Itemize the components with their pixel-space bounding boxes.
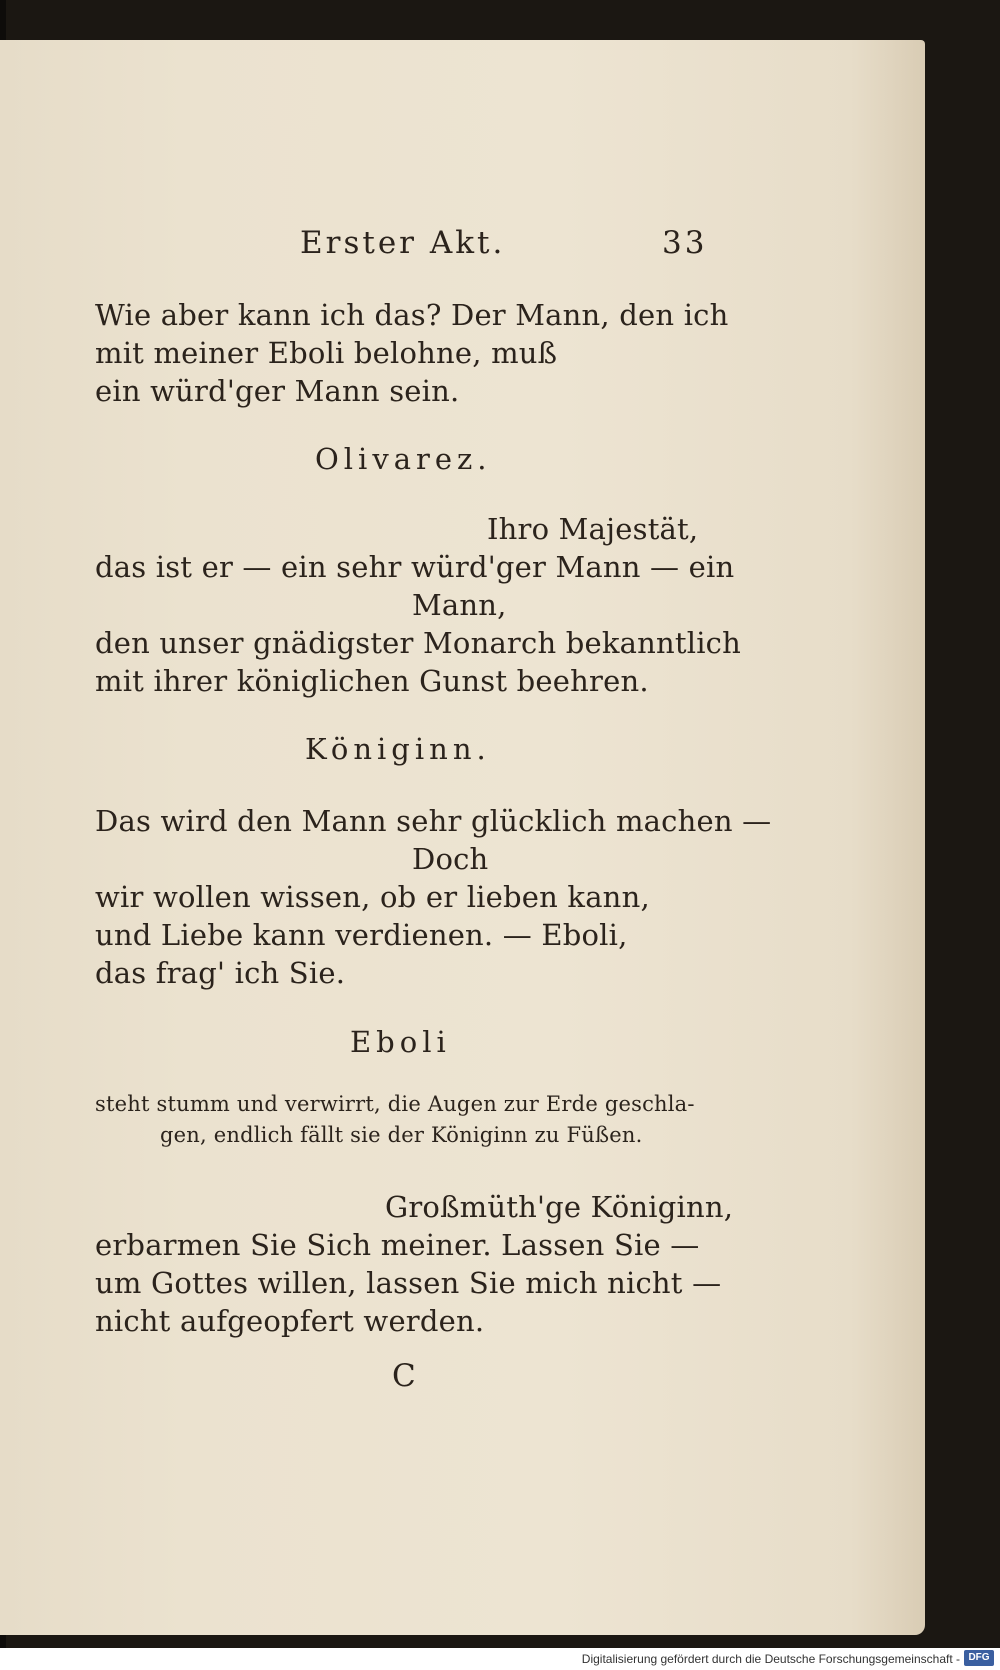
text-line: mit meiner Eboli belohne, muß [95, 336, 558, 370]
speaker-name: Olivarez. [315, 442, 492, 476]
funding-notice: Digitalisierung gefördert durch die Deutsche Forschungsgemeinschaft - [581, 1652, 960, 1666]
signature-mark: C [392, 1358, 419, 1394]
text-line: Ihro Majestät, [487, 512, 699, 546]
text-line: das frag' ich Sie. [95, 956, 346, 990]
text-line: Das wird den Mann sehr glücklich machen — [95, 804, 772, 838]
digitization-footer [0, 1648, 1000, 1670]
text-line: um Gottes willen, lassen Sie mich nicht — [95, 1266, 722, 1300]
text-line: mit ihrer königlichen Gunst beehren. [95, 664, 649, 698]
text-line: Mann, [412, 588, 507, 622]
text-line: und Liebe kann verdienen. — Eboli, [95, 918, 628, 952]
text-line: den unser gnädigster Monarch bekanntlich [95, 626, 741, 660]
text-line: Doch [412, 842, 489, 876]
text-line: das ist er — ein sehr würd'ger Mann — ein [95, 550, 735, 584]
dfg-logo: DFG [964, 1650, 994, 1666]
text-line: ein würd'ger Mann sein. [95, 374, 460, 408]
text-line: nicht aufgeopfert werden. [95, 1304, 485, 1338]
stage-direction: gen, endlich fällt sie der Königinn zu Füßen. [160, 1123, 643, 1147]
text-line: Großmüth'ge Königinn, [385, 1190, 734, 1224]
text-line: erbarmen Sie Sich meiner. Lassen Sie — [95, 1228, 700, 1262]
speaker-name: Königinn. [305, 732, 491, 766]
page-number: 33 [662, 225, 708, 261]
speaker-name: Eboli [350, 1025, 451, 1059]
text-line: wir wollen wissen, ob er lieben kann, [95, 880, 650, 914]
running-header: Erster Akt. [300, 225, 506, 261]
stage-direction: steht stumm und verwirrt, die Augen zur Erde geschla- [95, 1092, 695, 1116]
book-page [0, 40, 925, 1635]
text-line: Wie aber kann ich das? Der Mann, den ich [95, 298, 729, 332]
